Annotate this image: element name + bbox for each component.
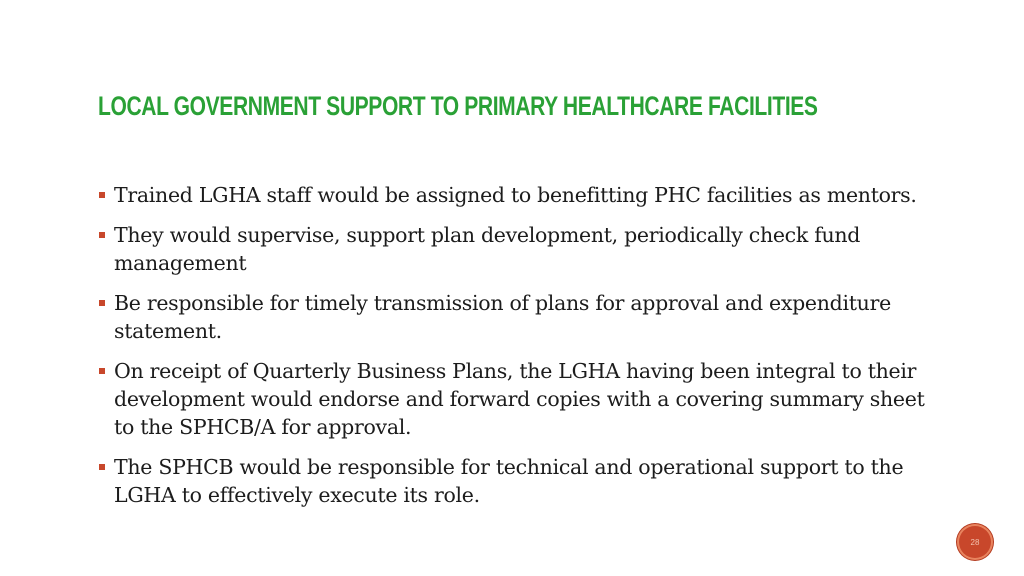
page-number-badge	[957, 524, 993, 560]
square-bullet-icon	[99, 464, 105, 470]
bullet-text: They would supervise, support plan development, periodically check fund management	[114, 223, 861, 275]
bullet-item	[96, 289, 936, 345]
square-bullet-icon	[99, 192, 105, 198]
bullet-item	[96, 221, 936, 277]
bullet-text: On receipt of Quarterly Business Plans, the LGHA having been integral to their development would endorse and forward copies with a covering summary sheet to the SPHCB/A for approval.	[114, 359, 925, 439]
square-bullet-icon	[99, 232, 105, 238]
bullet-text: Be responsible for timely transmission of plans for approval and expenditure statement.	[114, 291, 891, 343]
bullet-item	[96, 357, 936, 441]
page-number: 28	[970, 537, 980, 547]
bullet-item	[96, 453, 936, 509]
bullet-list	[96, 181, 936, 521]
slide-title: LOCAL GOVERNMENT SUPPORT TO PRIMARY HEALTHCARE FACILITIES	[98, 91, 818, 121]
bullet-text: The SPHCB would be responsible for technical and operational support to the LGHA to effectively execute its role.	[114, 455, 904, 507]
bullet-item	[96, 181, 936, 209]
bullet-text: Trained LGHA staff would be assigned to benefitting PHC facilities as mentors.	[114, 183, 917, 207]
square-bullet-icon	[99, 368, 105, 374]
square-bullet-icon	[99, 300, 105, 306]
